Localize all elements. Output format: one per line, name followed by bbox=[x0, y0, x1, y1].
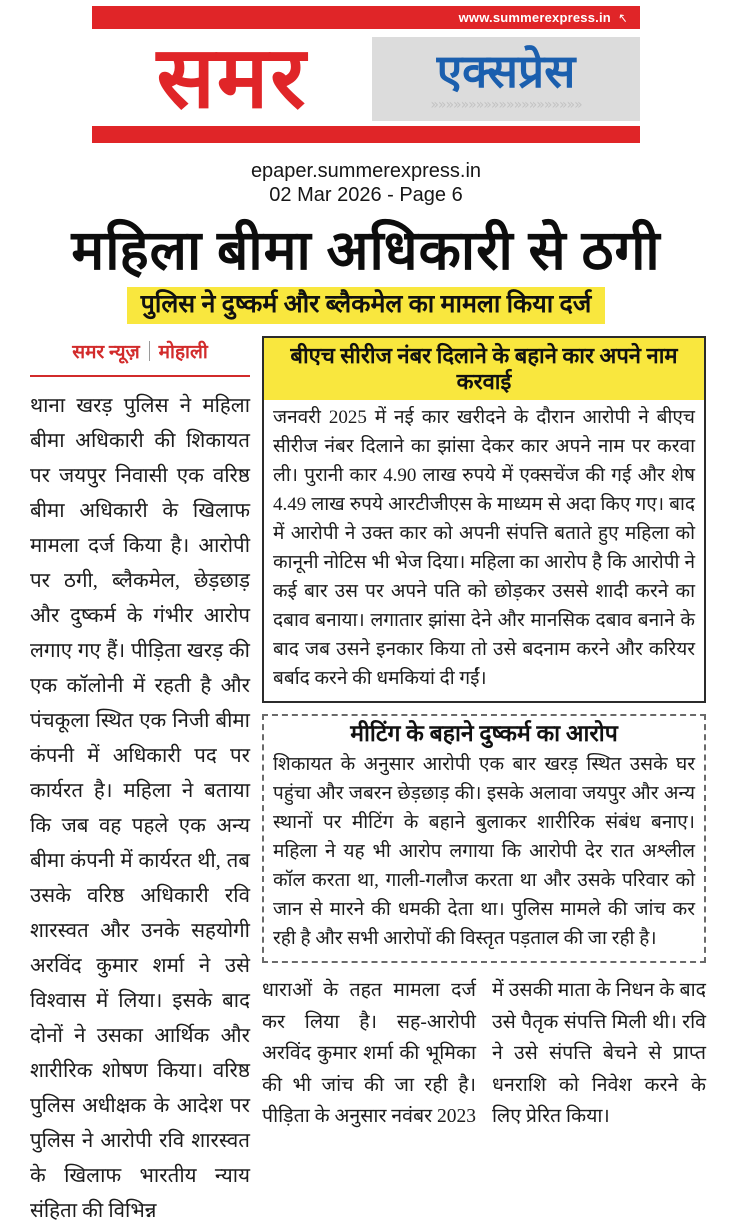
subheadline-row bbox=[0, 287, 732, 324]
right-column bbox=[262, 336, 706, 1133]
main-headline: महिला बीमा अधिकारी से ठगी bbox=[71, 220, 661, 281]
newspaper-masthead bbox=[92, 6, 640, 143]
left-column bbox=[30, 336, 250, 1229]
byline-source: समर न्यूज़ bbox=[72, 342, 140, 363]
box2-body: शिकायत के अनुसार आरोपी एक बार खरड़ स्थित उसके घर पहुंचा और जबरन छेड़छाड़ की। इसके अलावा जयपुर और अन्य स्थानों पर मीटिंग के बहाने बुलाकर शारीरिक संबंध बनाए। महिला ने यह भी आरोप लगाया कि आरोपी देर रात अश्लील कॉल करता था, गाली-गलौज करता था और उसके परिवार को जान से मारने की धमकी देता था। पुलिस मामले की जांच कर रही है और सभी आरोपों की विस्तृत पड़ताल की जा रही है। bbox=[273, 754, 695, 949]
masthead-title-hindi-red: समर bbox=[156, 30, 308, 121]
continuation-column-1: धाराओं के तहत मामला दर्ज कर लिया है। सह-आरोपी अरविंद कुमार शर्मा की भूमिका की भी जांच की जा रही है। पीड़िता के अनुसार नवंबर 2023 bbox=[262, 980, 476, 1127]
epaper-page bbox=[0, 6, 732, 1222]
highlight-box-car-fraud bbox=[262, 336, 706, 703]
masthead-title-row bbox=[92, 29, 640, 121]
byline bbox=[30, 336, 250, 377]
byline-location: मोहाली bbox=[158, 342, 208, 363]
masthead-bottom-bar bbox=[92, 126, 640, 143]
continuation-columns bbox=[262, 975, 706, 1133]
cursor-icon: ↖ bbox=[617, 9, 629, 26]
masthead-website-url: www.summerexpress.in bbox=[458, 10, 611, 25]
chevron-pattern-icon: »»»»»»»»»»»»»»»»»»»» bbox=[430, 97, 582, 114]
masthead-top-bar bbox=[92, 6, 640, 29]
edition-date-page: 02 Mar 2026 - Page 6 bbox=[269, 184, 463, 206]
byline-divider bbox=[149, 341, 150, 361]
continuation-column-2: में उसकी माता के निधन के बाद उसे पैतृक संपत्ति मिली थी। रवि ने उसे संपत्ति बेचने से प्राप्त धनराशि को निवेश करने के लिए प्रेरित किया। bbox=[492, 980, 706, 1127]
article-body bbox=[0, 324, 732, 1229]
dashed-box-meeting-allegation bbox=[262, 714, 706, 963]
box2-title: मीटिंग के बहाने दुष्कर्म का आरोप bbox=[350, 721, 618, 746]
lead-paragraph: थाना खरड़ पुलिस ने महिला बीमा अधिकारी की शिकायत पर जयपुर निवासी एक वरिष्ठ बीमा अधिकारी के खिलाफ मामला दर्ज किया है। आरोपी पर ठगी, ब्लैकमेल, छेड़छाड़ और दुष्कर्म के गंभीर आरोप लगाए गए हैं। पीड़िता खरड़ की एक कॉलोनी में रहती है और पंचकूला स्थित एक निजी बीमा कंपनी में अधिकारी पद पर कार्यरत है। महिला ने बताया कि जब वह पहले एक अन्य बीमा कंपनी में कार्यरत थी, तब उसके वरिष्ठ अधिकारी रवि शारस्वत और उनके सहयोगी अरविंद कुमार शर्मा ने उसे विश्वास में लिया। इसके बाद दोनों ने उसका आर्थिक और शारीरिक शोषण किया। वरिष्ठ पुलिस अधीक्षक के आदेश पर पुलिस ने आरोपी रवि शारस्वत के खिलाफ भारतीय न्याय संहिता की विभिन्न bbox=[30, 395, 250, 1222]
masthead-title-block-gray bbox=[372, 37, 640, 121]
box1-title-highlighted: बीएच सीरीज नंबर दिलाने के बहाने कार अपने नाम करवाई bbox=[264, 338, 704, 400]
sub-headline-highlighted: पुलिस ने दुष्कर्म और ब्लैकमेल का मामला किया दर्ज bbox=[127, 287, 606, 324]
box1-body: जनवरी 2025 में नई कार खरीदने के दौरान आरोपी ने बीएच सीरीज नंबर दिलाने का झांसा देकर कार अपने नाम पर करवा ली। पुरानी कार 4.90 लाख रुपये में एक्सचेंज की गई और शेष 4.49 लाख रुपये आरटीजीएस के माध्यम से अदा किए गए। बाद में आरोपी ने उक्त कार को अपनी संपत्ति बताते हुए महिला को कानूनी नोटिस भी भेज दिया। महिला का आरोप है कि आरोपी ने कई बार उस पर अपने पति को छोड़कर उससे शादी करने का दबाव बनाया। लगातार झांसा देने और मानसिक दबाव बनाने के बाद जब उसने इनकार किया तो उसे बदनाम करने और करियर बर्बाद करने की धमकियां दी गईं। bbox=[273, 407, 695, 689]
page-meta bbox=[0, 159, 732, 207]
masthead-title-hindi-blue: एक्सप्रेस bbox=[436, 45, 576, 97]
epaper-site-text: epaper.summerexpress.in bbox=[250, 160, 482, 182]
